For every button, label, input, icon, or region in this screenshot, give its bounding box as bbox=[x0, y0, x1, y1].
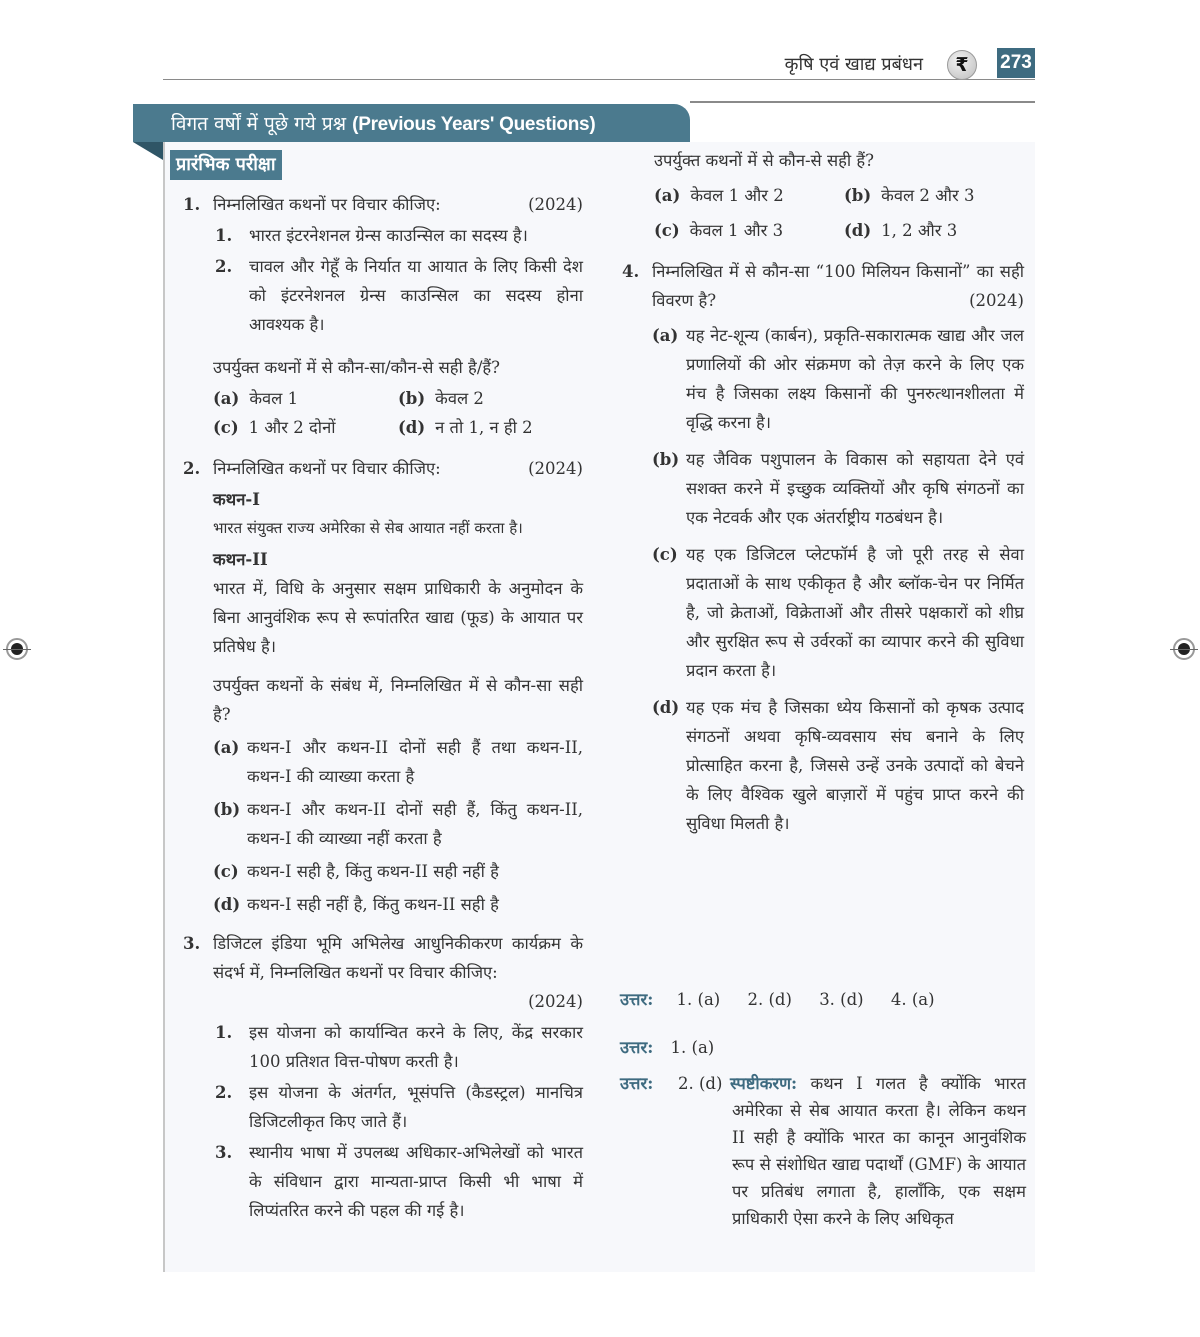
banner-fold-decoration bbox=[133, 142, 163, 160]
question-stem: निम्नलिखित कथनों पर विचार कीजिए: bbox=[213, 195, 441, 214]
rupee-icon: ₹ bbox=[947, 50, 977, 80]
option-c: (c) यह एक डिजिटल प्लेटफॉर्म है जो पूरी तरह से सेवा प्रदाताओं के साथ एकीकृत है और ब्लॉक-चेन पर निर्मित है, जो क्रेताओं, विक्रेताओं और तीसरे पक्षकारों को शीघ्र और सुरक्षित रूप से उर्वरकों का व्यापार करने की सुविधा प्रदान करता है। bbox=[652, 545, 1024, 680]
registration-mark-icon bbox=[1173, 638, 1195, 660]
answer-item: 2. (d) bbox=[747, 990, 792, 1009]
question-number: 1. bbox=[183, 195, 201, 214]
statement: 2. चावल और गेहूँ के निर्यात या आयात के लिए किसी देश को इंटरनेशनल ग्रेन्स काउन्सिल का सदस्य होना आवश्यक है। bbox=[215, 257, 583, 334]
header-divider bbox=[690, 101, 1035, 103]
answer-key bbox=[620, 986, 957, 1014]
option-c: (c) केवल 1 और 3 bbox=[654, 221, 784, 240]
answer-item: 3. (d) bbox=[819, 990, 864, 1009]
statement: 1. भारत इंटरनेशनल ग्रेन्स काउन्सिल का सदस्य है। bbox=[215, 226, 528, 245]
answer-item: 2. (d) bbox=[678, 1074, 723, 1093]
question-number: 2. bbox=[183, 459, 201, 478]
question-stem: डिजिटल इंडिया भूमि अभिलेख आधुनिकीकरण कार्यक्रम के संदर्भ में, निम्नलिखित कथनों पर विचार कीजिए: bbox=[213, 934, 583, 982]
answer-item: 1. (a) bbox=[670, 1038, 715, 1057]
banner-title-english: (Previous Years' Questions) bbox=[352, 114, 596, 135]
question-number: 4. bbox=[622, 262, 640, 281]
section-banner bbox=[133, 104, 690, 142]
statement: 3. स्थानीय भाषा में उपलब्ध अधिकार-अभिलेखों को भारत के संविधान द्वारा मान्यता-प्राप्त किसी भी भाषा में लिप्यंतरित करने की पहल की गई है। bbox=[215, 1143, 583, 1220]
answer-label: उत्तर: bbox=[620, 1074, 654, 1093]
option-d: (d) न तो 1, न ही 2 bbox=[398, 418, 533, 437]
section-subheading: प्रारंभिक परीक्षा bbox=[170, 150, 282, 180]
banner-title bbox=[171, 110, 595, 136]
option-d: (d) यह एक मंच है जिसका ध्येय किसानों को कृषक उत्पाद संगठनों अथवा कृषि-व्यवसाय संघ बनाने के लिए प्रोत्साहित करना है, जिससे उन्हें उनके उत्पादों को बेचने के लिए वैश्विक खुले बाज़ारों में पहुंच प्राप्त करने की सुविधा मिलती है। bbox=[652, 698, 1024, 833]
question-2 bbox=[183, 454, 583, 919]
statement: 1. इस योजना को कार्यान्वित करने के लिए, केंद्र सरकार 100 प्रतिशत वित्त-पोषण करती है। bbox=[215, 1023, 583, 1071]
explanation-label: स्पष्टीकरण: bbox=[730, 1074, 798, 1093]
page-number: 273 bbox=[997, 48, 1035, 78]
options-grid bbox=[213, 384, 583, 442]
question-prompt: उपर्युक्त कथनों में से कौन-सा/कौन-से सही है/हैं? bbox=[213, 358, 500, 377]
option-b: (b) केवल 2 और 3 bbox=[844, 186, 975, 205]
statement: 2. इस योजना के अंतर्गत, भूसंपत्ति (कैडस्ट्रल) मानचित्र डिजिटलीकृत किए जाते हैं। bbox=[215, 1083, 583, 1131]
option-c: (c) 1 और 2 दोनों bbox=[213, 418, 336, 437]
answer-item: 4. (a) bbox=[890, 990, 935, 1009]
question-year: (2024) bbox=[528, 195, 583, 214]
question-stem: निम्नलिखित में से कौन-सा “100 मिलियन किसानों” का सही विवरण है? bbox=[652, 262, 1024, 310]
running-header bbox=[163, 48, 1035, 80]
option-a: (a) केवल 1 bbox=[213, 389, 299, 408]
option-b: (b) केवल 2 bbox=[398, 389, 484, 408]
question-number: 3. bbox=[183, 934, 201, 953]
option-b: (b) यह जैविक पशुपालन के विकास को सहायता देने एवं सशक्त करने में इच्छुक व्यक्तियों और कृषि संगठनों का एक नेटवर्क और एक अंतर्राष्ट्रीय गठबंधन है। bbox=[652, 450, 1024, 527]
answer-label: उत्तर: bbox=[620, 1038, 654, 1057]
answer-explanation bbox=[620, 1070, 1026, 1232]
option-a: (a) यह नेट-शून्य (कार्बन), प्रकृति-सकारात्मक खाद्य और जल प्रणालियों की ओर संक्रमण को तेज़ करने के लिए एक मंच है जिसका लक्ष्य किसानों की पुनरुत्थानशीलता में वृद्धि करना है। bbox=[652, 326, 1024, 432]
question-4 bbox=[622, 257, 1024, 838]
statement-1-label: कथन-I bbox=[213, 490, 260, 509]
question-year: (2024) bbox=[969, 291, 1024, 310]
question-prompt: उपर्युक्त कथनों में से कौन-से सही हैं? bbox=[654, 151, 874, 170]
option-b: (b) कथन-I और कथन-II दोनों सही हैं, किंतु कथन-II, कथन-I की व्याख्या नहीं करता है bbox=[213, 800, 583, 848]
question-3-continued bbox=[622, 146, 1024, 245]
option-a: (a) केवल 1 और 2 bbox=[654, 186, 784, 205]
answer-item: 1. (a) bbox=[676, 990, 721, 1009]
question-year: (2024) bbox=[528, 992, 583, 1011]
statement-1-text: भारत संयुक्त राज्य अमेरिका से सेब आयात नहीं करता है। bbox=[213, 519, 523, 537]
option-d: (d) 1, 2 और 3 bbox=[844, 221, 958, 240]
answer-label: उत्तर: bbox=[620, 990, 654, 1009]
question-stem: निम्नलिखित कथनों पर विचार कीजिए: bbox=[213, 459, 441, 478]
question-prompt: उपर्युक्त कथनों के संबंध में, निम्नलिखित में से कौन-सा सही है? bbox=[213, 676, 583, 724]
statement-2-label: कथन-II bbox=[213, 550, 268, 569]
statement-2-text: भारत में, विधि के अनुसार सक्षम प्राधिकारी के अनुमोदन के बिना आनुवंशिक रूप से रूपांतरित खाद्य (फूड) के आयात पर प्रतिषेध है। bbox=[213, 579, 583, 656]
chapter-title: कृषि एवं खाद्य प्रबंधन bbox=[784, 54, 923, 75]
question-3 bbox=[183, 929, 583, 1225]
left-column bbox=[183, 190, 583, 1231]
option-d: (d) कथन-I सही नहीं है, किंतु कथन-II सही है bbox=[213, 895, 499, 914]
question-1 bbox=[183, 190, 583, 339]
option-c: (c) कथन-I सही है, किंतु कथन-II सही नहीं है bbox=[213, 862, 499, 881]
registration-mark-icon bbox=[6, 638, 28, 660]
explanation-text: स्पष्टीकरण: कथन I गलत है क्योंकि भारत अमेरिका से सेब आयात करता है। लेकिन कथन II सही है क्योंकि भारत का कानून आनुवंशिक रूप से संशोधित खाद्य पदार्थों (GMF) के आयात पर प्रतिबंध लगाता है, हालाँकि, एक सक्षम प्राधिकारी ऐसा करने के लिए अधिकृत bbox=[730, 1074, 1026, 1228]
question-year: (2024) bbox=[528, 459, 583, 478]
right-column bbox=[622, 146, 1024, 844]
option-a: (a) कथन-I और कथन-II दोनों सही हैं तथा कथन-II, कथन-I की व्याख्या करता है bbox=[213, 738, 583, 786]
banner-title-hindi: विगत वर्षों में पूछे गये प्रश्न bbox=[171, 113, 347, 135]
options-grid bbox=[654, 181, 1024, 245]
answer-key-2 bbox=[620, 1034, 714, 1062]
